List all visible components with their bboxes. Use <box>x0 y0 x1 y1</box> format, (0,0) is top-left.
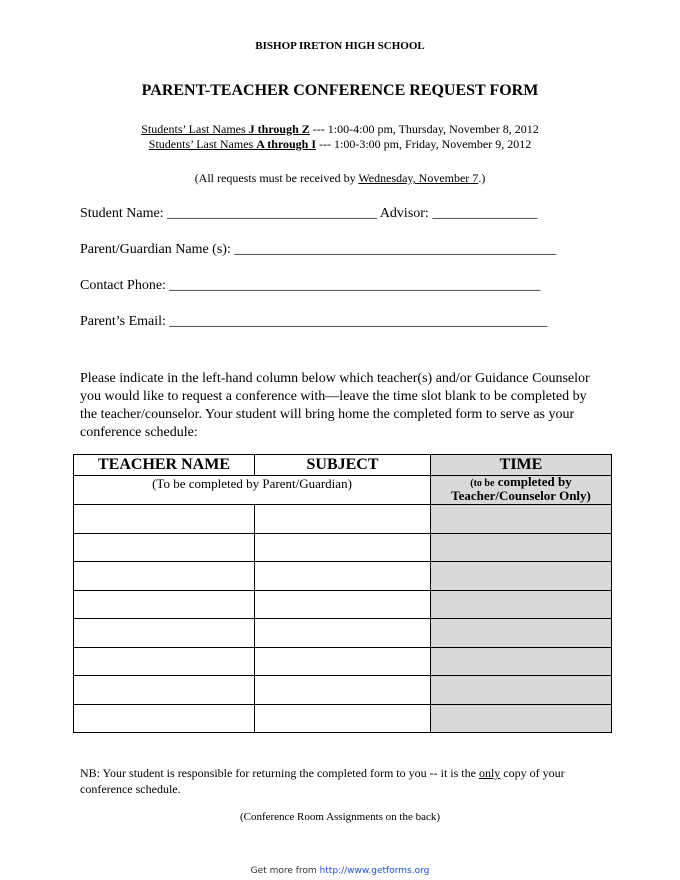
footer-link[interactable]: http://www.getforms.org <box>319 866 430 876</box>
form-title: PARENT-TEACHER CONFERENCE REQUEST FORM <box>141 82 539 99</box>
schedule-block <box>0 122 680 152</box>
table-row <box>74 533 612 562</box>
subject-header: SUBJECT <box>255 455 431 476</box>
parent-email-field[interactable]: Parent’s Email: ______________________________________________________ <box>80 314 548 329</box>
subject-cell[interactable] <box>255 562 431 591</box>
deadline-after: .) <box>478 171 486 185</box>
conference-table <box>73 454 612 733</box>
time-note-a: (to be <box>470 478 495 489</box>
schedule-line-2 <box>0 137 680 152</box>
table-row <box>74 704 612 733</box>
subject-cell[interactable] <box>255 590 431 619</box>
time-cell[interactable] <box>431 562 612 591</box>
instructions-paragraph: Please indicate in the left-hand column below which teacher(s) and/or Guidance Counselor you would like to request a conference with—leave the time slot blank to be completed by the teacher/counselor. Your student will bring home the completed form to serve as your conference schedule: <box>80 371 590 440</box>
schedule-prefix: Students’ Last Names <box>148 137 257 151</box>
teacher-name-cell[interactable] <box>74 562 255 591</box>
nb-emphasis: only <box>478 766 501 780</box>
parent-completion-note: (To be completed by Parent/Guardian) <box>74 476 431 505</box>
time-header: TIME <box>431 455 612 476</box>
schedule-details: --- 1:00-3:00 pm, Friday, November 9, 2012 <box>316 137 532 151</box>
back-page-note: (Conference Room Assignments on the back) <box>239 811 441 823</box>
footer <box>0 866 680 876</box>
subject-cell[interactable] <box>255 619 431 648</box>
subject-cell[interactable] <box>255 676 431 705</box>
table-row <box>74 619 612 648</box>
deadline-date: Wednesday, November 7 <box>358 171 479 185</box>
schedule-prefix: Students’ Last Names <box>141 122 249 136</box>
time-cell[interactable] <box>431 676 612 705</box>
teacher-name-cell[interactable] <box>74 676 255 705</box>
school-name: BISHOP IRETON HIGH SCHOOL <box>255 40 425 52</box>
schedule-range: A through I <box>256 137 317 151</box>
time-cell[interactable] <box>431 505 612 534</box>
student-name-field[interactable]: Student Name: ______________________________ Advisor: _______________ <box>80 206 538 221</box>
subject-cell[interactable] <box>255 704 431 733</box>
subject-cell[interactable] <box>255 647 431 676</box>
teacher-completion-note <box>431 476 612 505</box>
table-subheader-row <box>74 476 612 505</box>
teacher-name-cell[interactable] <box>74 647 255 676</box>
table-row <box>74 562 612 591</box>
time-cell[interactable] <box>431 590 612 619</box>
table-header-row <box>74 455 612 476</box>
table-row <box>74 590 612 619</box>
teacher-name-cell[interactable] <box>74 619 255 648</box>
teacher-name-header: TEACHER NAME <box>74 455 255 476</box>
schedule-line-1 <box>0 122 680 137</box>
schedule-range: J through Z <box>248 122 310 136</box>
contact-phone-field[interactable]: Contact Phone: _____________________________________________________ <box>80 278 541 293</box>
time-note-b: completed by <box>494 474 572 489</box>
table-row <box>74 505 612 534</box>
deadline-note <box>0 171 680 186</box>
teacher-name-cell[interactable] <box>74 533 255 562</box>
time-cell[interactable] <box>431 619 612 648</box>
table-row <box>74 676 612 705</box>
time-note-c: Teacher/Counselor Only) <box>451 488 591 503</box>
time-cell[interactable] <box>431 647 612 676</box>
time-cell[interactable] <box>431 533 612 562</box>
teacher-name-cell[interactable] <box>74 505 255 534</box>
nb-before: NB: Your student is responsible for returning the completed form to you -- it is the <box>80 766 479 780</box>
nb-after: copy of your conference schedule. <box>80 766 565 796</box>
teacher-name-cell[interactable] <box>74 704 255 733</box>
schedule-details: --- 1:00-4:00 pm, Thursday, November 8, 2012 <box>309 122 539 136</box>
subject-cell[interactable] <box>255 533 431 562</box>
subject-cell[interactable] <box>255 505 431 534</box>
time-cell[interactable] <box>431 704 612 733</box>
teacher-name-cell[interactable] <box>74 590 255 619</box>
parent-name-field[interactable]: Parent/Guardian Name (s): ______________________________________________ <box>80 242 557 257</box>
deadline-before: (All requests must be received by <box>194 171 359 185</box>
footer-text: Get more from <box>250 866 320 876</box>
table-row <box>74 647 612 676</box>
nb-note <box>80 765 620 797</box>
